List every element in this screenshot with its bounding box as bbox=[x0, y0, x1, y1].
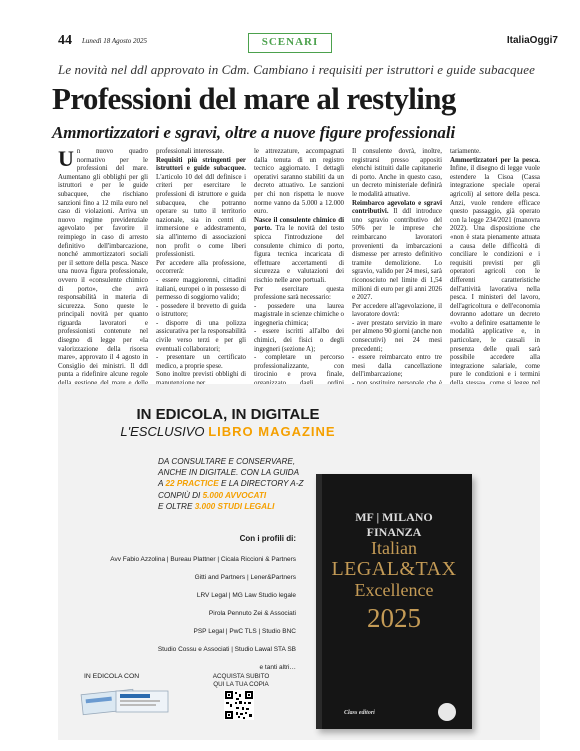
issue-date: Lunedì 18 Agosto 2025 bbox=[82, 37, 148, 45]
advert-body-line bbox=[158, 478, 318, 489]
profile-line: PSP Legal | PwC TLS | Studio BNC bbox=[193, 628, 296, 635]
article-body bbox=[58, 146, 540, 379]
book-title-line: LEGAL&TAX bbox=[331, 558, 457, 580]
advert-body-line bbox=[158, 490, 318, 501]
book-spine bbox=[316, 474, 322, 729]
section-badge: SCENARI bbox=[248, 33, 332, 53]
profile-line: e tanti altri… bbox=[259, 664, 296, 671]
paragraph: - completare un percorso professionalizzante, con tirocinio e prova finale, bbox=[254, 354, 344, 379]
article-headline: Professioni del mare al restyling bbox=[52, 81, 456, 116]
buy-label-line: QUI LA TUA COPIA bbox=[213, 681, 269, 688]
profile-line: Avv Fabio Azzolina | Bureau Plattner | Cicala Riccioni & Partners bbox=[110, 556, 296, 563]
book-cover-image bbox=[316, 474, 472, 729]
paragraph: le attrezzature, accompagnati dalla tenuta di un registro tecnico aggiornato. I dettagli operativi saranno stabiliti da un decreto attuativo. Le sanzioni per chi non rispetta le nuove norme vanno da 5.000 a 12.000 euro. bbox=[254, 148, 344, 216]
article-column-2 bbox=[156, 148, 246, 379]
advert-body bbox=[158, 456, 318, 512]
article-column-4 bbox=[352, 148, 442, 379]
paragraph: Per accedere all'agevolazione, il lavoratore dovrà: bbox=[352, 302, 442, 319]
paragraph: Per esercitare questa professione sarà necessario: bbox=[254, 285, 344, 302]
advert-subtitle bbox=[58, 424, 398, 439]
profiles-title: Con i profili di: bbox=[239, 534, 296, 543]
book-title-year: 2025 bbox=[367, 603, 421, 633]
article-column-5 bbox=[450, 148, 540, 379]
highlight-text: 3.000 STUDI LEGALI bbox=[194, 501, 275, 511]
paragraph: - presentare un certificato medico, a proprie spese. bbox=[156, 354, 246, 370]
book-title-line: Italian bbox=[371, 538, 417, 558]
paragraph: - essere reimbarcato entro tre mesi dalla cancellazione dell'imbarcazione; bbox=[352, 354, 442, 379]
buy-now-label bbox=[206, 673, 276, 689]
page-header bbox=[58, 33, 558, 55]
magazine-advert[interactable] bbox=[58, 384, 540, 740]
highlight-text: 22 PRACTICE bbox=[165, 479, 219, 489]
text-fragment: A bbox=[158, 479, 164, 489]
profile-line: Studio Cossu e Associati | Studio Lawal STA SB bbox=[157, 646, 296, 653]
profile-line: Pirola Pennuto Zei & Associati bbox=[208, 610, 296, 617]
book-publisher-name: Class editori bbox=[344, 710, 375, 716]
advert-subtitle-highlight: LIBRO MAGAZINE bbox=[208, 424, 336, 439]
paragraph: Ammortizzatori per la pesca. Infine, il disegno di legge vuole estendere la Cisoa (Cassa integrazione speciale operai agricoli) al settore della pesca. Anzi, vuole rendere efficace questo passaggio, già operato con la legge 234/2021 (manovra 2022). Una disposizione che «non è stata pienamente attuata a causa delle difficoltà di conciliare le condizioni e i requisiti previsti per gli operatori agricoli con le differenti caratteristiche dell'attività lavorativa nella pesca. I ministeri del lavoro, dell'agricoltura e dell'economia dovranno adottare un decreto «volto a definire esattamente le modalità applicative e, in particolare, le causali in presenza delle quali sarà possibile accedere alla integrazione salariale, come pure le condizioni e i termini bbox=[450, 156, 540, 379]
text-fragment: CONPIÙ DI bbox=[158, 490, 201, 500]
tv-channel-badge-icon bbox=[438, 703, 456, 721]
paragraph: - possedere il brevetto di guida o istruttore; bbox=[156, 302, 246, 319]
newsstand-label: IN EDICOLA CON bbox=[84, 673, 140, 680]
paragraph: Reimbarco agevolato e sgravi contributivi. Il ddl introduce uno sgravio contributivo del 50% per le imprese che reimbarcano lavoratori provenienti da imbarcazioni dismesse per arresto definitivo tramite demolizione. Lo sgravio, valido per 24 mesi, sarà riconosciuto nel limite di 1,54 milioni di euro per gli anni 2026 e 2027. bbox=[352, 199, 442, 302]
article-subheadline: Ammortizzatori e sgravi, oltre a nuove figure professionali bbox=[52, 123, 456, 142]
advert-body-line: DA CONSULTARE E CONSERVARE, bbox=[158, 457, 296, 466]
buy-label-line: ACQUISTA SUBITO bbox=[212, 673, 270, 680]
text-fragment: E LA DIRECTORY A-Z bbox=[220, 479, 304, 489]
paragraph-lead-in: Nasce il consulente chimico di porto. bbox=[254, 216, 344, 233]
paragraph: tariamente. bbox=[450, 148, 481, 155]
article-kicker: Le novità nel ddl approvato in Cdm. Cambiano i requisiti per istruttori e guide subacquee bbox=[58, 62, 535, 77]
paragraph: - aver prestato servizio in mare per almeno 90 giorni (anche non consecutivi) nei 24 mesi precedenti; bbox=[352, 319, 442, 353]
paragraph: Requisiti più stringenti per istruttori e guide subacquee. L'articolo 10 del ddl definisce i criteri per esercitare le professioni di istruttore e guida subacquea, che potranno operare su tutto il territorio nazionale, sia in centri di immersione e addestramento, sia all'interno di associazioni non profit o come liberi professionisti. bbox=[156, 156, 246, 259]
paragraph: n nuovo quadro normativo per le professioni del mare. Aumentano gli obblighi per gli istruttori e per le guide subacquee, che rischiano sanzioni fino a 12 mila euro nel caso di violazioni. Arriva un nuovo regime previdenziale agevolato per favorire il reimpiego in caso di arresto definitivo dell'imbarcazione, nonché ammortizzatori sociali per il settore della pesca. Nasce una nuova figura professionale, ovvero il «consulente chimico di porto», che avrà responsabilità in materia di sicurezza. Sono queste le principali novità per quanto riguarda lavoratori e professionisti contenute nel disegno di legge per «la valorizzazione della risorsa mare», approvato il 4 agosto in Consiglio dei ministri. Il ddl punta a ridefinire alcune regole bbox=[58, 148, 148, 379]
paragraph-lead-in: Requisiti più stringenti per istruttori e guide subacquee. bbox=[156, 156, 246, 173]
paragraph: professionali interessate. bbox=[156, 148, 225, 155]
highlight-text: 5.000 AVVOCATI bbox=[202, 490, 267, 500]
paragraph: - essere iscritti all'albo dei chimici, dei fisici o degli ingegneri (sezione A); bbox=[254, 328, 344, 353]
newspaper-bundle-image bbox=[78, 686, 174, 716]
advert-title: IN EDICOLA, IN DIGITALE bbox=[136, 406, 320, 423]
book-title-line: Excellence bbox=[354, 580, 434, 600]
paragraph-lead-in: Reimbarco agevolato e sgravi contributivi. bbox=[352, 199, 442, 216]
book-publisher-logo: MF | MILANO FINANZA bbox=[355, 510, 433, 539]
paragraph: - disporre di una polizza assicurativa per la responsabilità civile verso terzi e per gli eventuali collaboratori; bbox=[156, 319, 246, 353]
paragraph: Sono inoltre previsti obblighi di bbox=[156, 371, 246, 379]
paragraph: Per accedere alla professione, occorrerà: bbox=[156, 259, 246, 276]
profile-line: LRV Legal | MG Law Studio legale bbox=[196, 592, 296, 599]
brand-logo: ItaliaOggi7 bbox=[506, 35, 558, 46]
text-fragment: E OLTRE bbox=[158, 501, 193, 511]
paragraph: - possedere una laurea magistrale in scienze chimiche o ingegneria chimica; bbox=[254, 302, 344, 327]
drop-cap: U bbox=[58, 146, 74, 171]
paragraph: - essere maggiorenni, cittadini italiani, europei o in possesso di permesso di soggiorno valido; bbox=[156, 276, 246, 302]
article-column-1 bbox=[58, 146, 148, 379]
advert-body-line bbox=[158, 501, 318, 512]
advert-body-line: ANCHE IN DIGITALE. CON LA GUIDA bbox=[158, 468, 300, 478]
profile-line: Gitti and Partners | Lener&Partners bbox=[194, 574, 296, 581]
article-column-3 bbox=[254, 148, 344, 379]
profiles-list bbox=[58, 551, 296, 677]
qr-code-icon[interactable] bbox=[224, 690, 254, 720]
page-number: 44 bbox=[58, 33, 72, 48]
paragraph: Il consulente dovrà, inoltre, registrarsi presso appositi elenchi istituiti dalle capitanerie di porto. Anche in questo caso, un decreto ministeriale definirà le modalità attuative. bbox=[352, 148, 442, 198]
paragraph: Nasce il consulente chimico di porto. Tra le novità del testo spicca l'introduzione del consulente chimico di porto, figura tecnica incaricata di effettuare accertamenti di sicurezza e valutazioni dei rischio nelle aree portuali. bbox=[254, 216, 344, 284]
advert-subtitle-prefix: L'ESCLUSIVO bbox=[120, 424, 205, 439]
paragraph-lead-in: Ammortizzatori per la pesca. bbox=[450, 156, 540, 164]
